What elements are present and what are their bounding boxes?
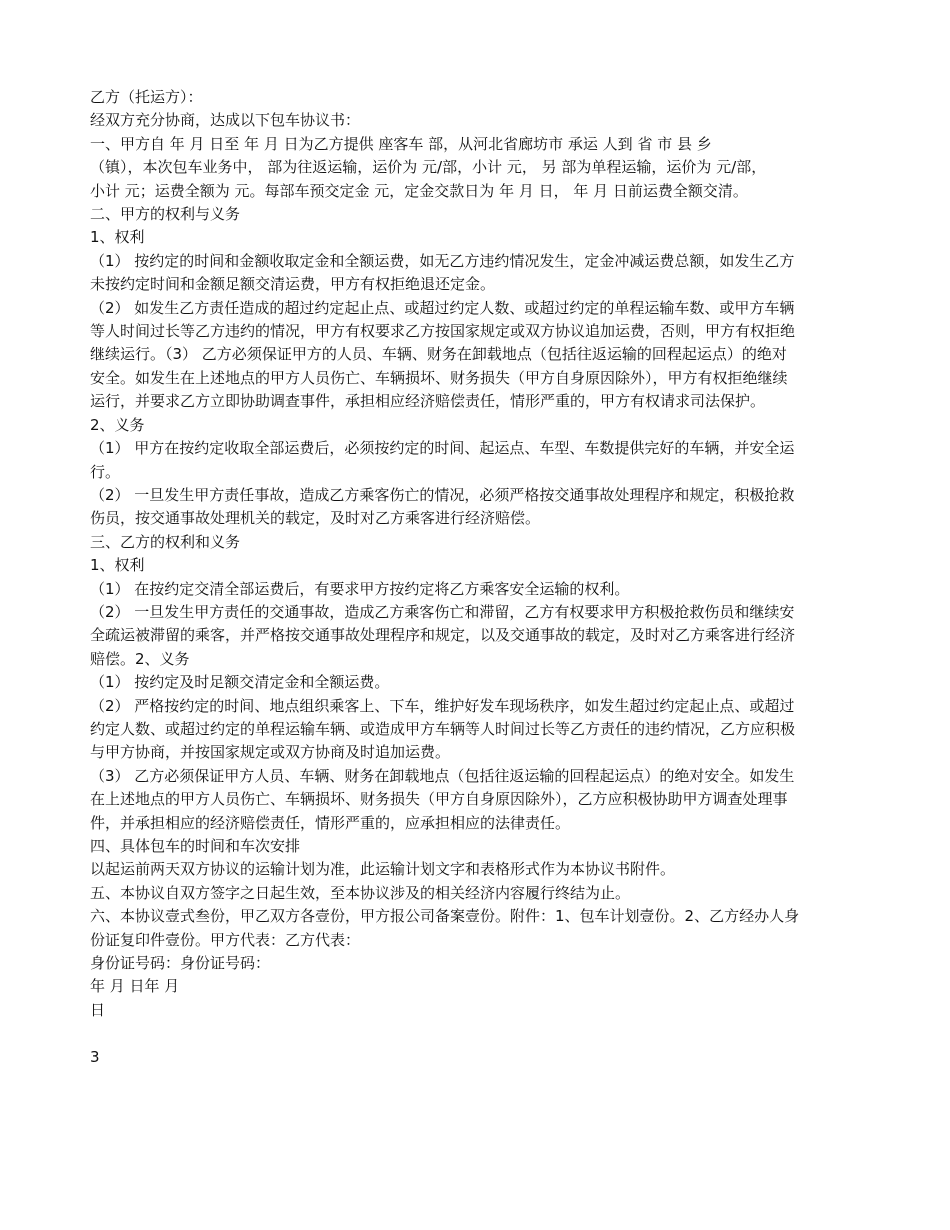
clause-1-line-3: 小计 元；运费全额为 元。每部车预交定金 元，定金交款日为 年 月 日， 年 月 日前运费全额交清。 [90, 181, 748, 200]
section-3-rights-item-2-line-3: 赔偿。2、义务 [90, 649, 190, 668]
section-2-rights-item-3-line-3: 运行，并要求乙方立即协助调查事件，承担相应经济赔偿责任，情形严重的，甲方有权请求司法保护。 [90, 392, 766, 411]
section-3-duties-item-2-line-1: （2） 严格按约定的时间、地点组织乘客上、下车，维护好发车现场秩序，如发生超过约定起止点、或超过 [90, 696, 795, 715]
section-2-rights-item-1-line-2: 未按约定时间和金额足额交清运费，甲方有权拒绝退还定金。 [90, 275, 496, 294]
section-5: 五、本协议自双方签字之日起生效，至本协议涉及的相关经济内容履行终结为止。 [90, 883, 631, 902]
section-3-duties-item-3-line-2: 在上述地点的甲方人员伤亡、车辆损坏、财务损失（甲方自身原因除外），乙方应积极协助甲方调查处理事 [90, 790, 788, 809]
document-body [90, 86, 862, 1022]
party-b-label: 乙方（托运方）： [90, 88, 203, 106]
section-6-line-1: 六、本协议壹式叁份，甲乙双方各壹份，甲方报公司备案壹份。附件：1、包车计划壹份。2、乙方经办人身 [90, 907, 800, 926]
signature-date-line-1: 年 月 日年 月 [90, 977, 180, 996]
section-3-heading: 三、乙方的权利和义务 [90, 532, 241, 551]
section-4-body: 以起运前两天双方协议的运输计划为准，此运输计划文字和表格形式作为本协议书附件。 [90, 860, 676, 879]
section-2-heading: 二、甲方的权利与义务 [90, 205, 241, 224]
section-3-rights-item-2-line-2: 全疏运被滞留的乘客，并严格按交通事故处理程序和规定，以及交通事故的载定，及时对乙方乘客进行经济 [90, 626, 796, 645]
section-6-line-2: 份证复印件壹份。甲方代表：乙方代表： [90, 930, 361, 949]
section-3-duties-item-2-line-3: 与甲方协商，并按国家规定或双方协商及时追加运费。 [90, 743, 451, 762]
page-number: 3 [90, 1048, 100, 1067]
id-number-fields: 身份证号码：身份证号码： [90, 954, 271, 973]
section-3-duties-item-1: （1） 按约定及时足额交清定金和全额运费。 [90, 673, 390, 692]
section-2-rights-item-3-line-2: 安全。如发生在上述地点的甲方人员伤亡、车辆损坏、财务损失（甲方自身原因除外），甲方有权拒绝继续 [90, 368, 788, 387]
page-number-gap [90, 1022, 862, 1046]
section-2-rights-item-1-line-1: （1） 按约定的时间和金额收取定金和全额运费，如无乙方违约情况发生，定金冲减运费总额，如发生乙方 [90, 251, 795, 270]
section-3-rights-heading: 1、权利 [90, 556, 145, 575]
section-4-heading: 四、具体包车的时间和车次安排 [90, 837, 301, 855]
section-2-rights-item-2-line-2: 等人时间过长等乙方违约的情况，甲方有权要求乙方按国家规定或双方协议追加运费，否则，甲方有权拒绝 [90, 322, 796, 341]
section-2-rights-heading: 1、权利 [90, 228, 145, 247]
section-3-duties-item-3-line-3: 件，并承担相应的经济赔偿责任，情形严重的，应承担相应的法律责任。 [90, 813, 571, 832]
section-3-duties-item-3-line-1: （3） 乙方必须保证甲方人员、车辆、财务在卸载地点（包括往返运输的回程起运点）的绝对安全。如发生 [90, 766, 795, 785]
clause-1-line-2: （镇），本次包车业务中， 部为往返运输，运价为 元/部，小计 元， 另 部为单程运输，运价为 元/部， [90, 158, 767, 177]
section-2-duties-heading: 2、义务 [90, 415, 145, 434]
section-2-rights-item-3-line-1: 继续运行。（3） 乙方必须保证甲方的人员、车辆、财务在卸载地点（包括往返运输的回程起运点）的绝对 [90, 345, 787, 364]
section-3-duties-item-2-line-2: 约定人数、或超过约定的单程运输车辆、或造成甲方车辆等人时间过长等乙方责任的违约情况，乙方应积极 [90, 719, 796, 738]
section-2-rights-item-2-line-1: （2） 如发生乙方责任造成的超过约定起止点、或超过约定人数、或超过约定的单程运输车数、或甲方车辆 [90, 298, 795, 317]
section-3-rights-item-2-line-1: （2） 一旦发生甲方责任的交通事故，造成乙方乘客伤亡和滞留，乙方有权要求甲方积极抢救伤员和继续安 [90, 602, 795, 621]
section-3-rights-item-1: （1） 在按约定交清全部运费后，有要求甲方按约定将乙方乘客安全运输的权利。 [90, 579, 630, 598]
agreement-intro: 经双方充分协商，达成以下包车协议书： [90, 111, 361, 130]
signature-date-line-2: 日 [90, 1000, 106, 1019]
section-2-duties-item-2-line-1: （2） 一旦发生甲方责任事故，造成乙方乘客伤亡的情况，必须严格按交通事故处理程序和规定，积极抢救 [90, 485, 795, 504]
section-2-duties-item-1-line-2: 行。 [90, 462, 121, 481]
section-2-duties-item-1-line-1: （1） 甲方在按约定收取全部运费后，必须按约定的时间、起运点、车型、车数提供完好的车辆，并安全运 [90, 439, 795, 458]
clause-1-line-1: 一、甲方自 年 月 日至 年 月 日为乙方提供 座客车 部，从河北省廊坊市 承运 人到 省 市 县 乡 [90, 134, 712, 153]
section-2-duties-item-2-line-2: 伤员，按交通事故处理机关的载定，及时对乙方乘客进行经济赔偿。 [90, 509, 541, 528]
